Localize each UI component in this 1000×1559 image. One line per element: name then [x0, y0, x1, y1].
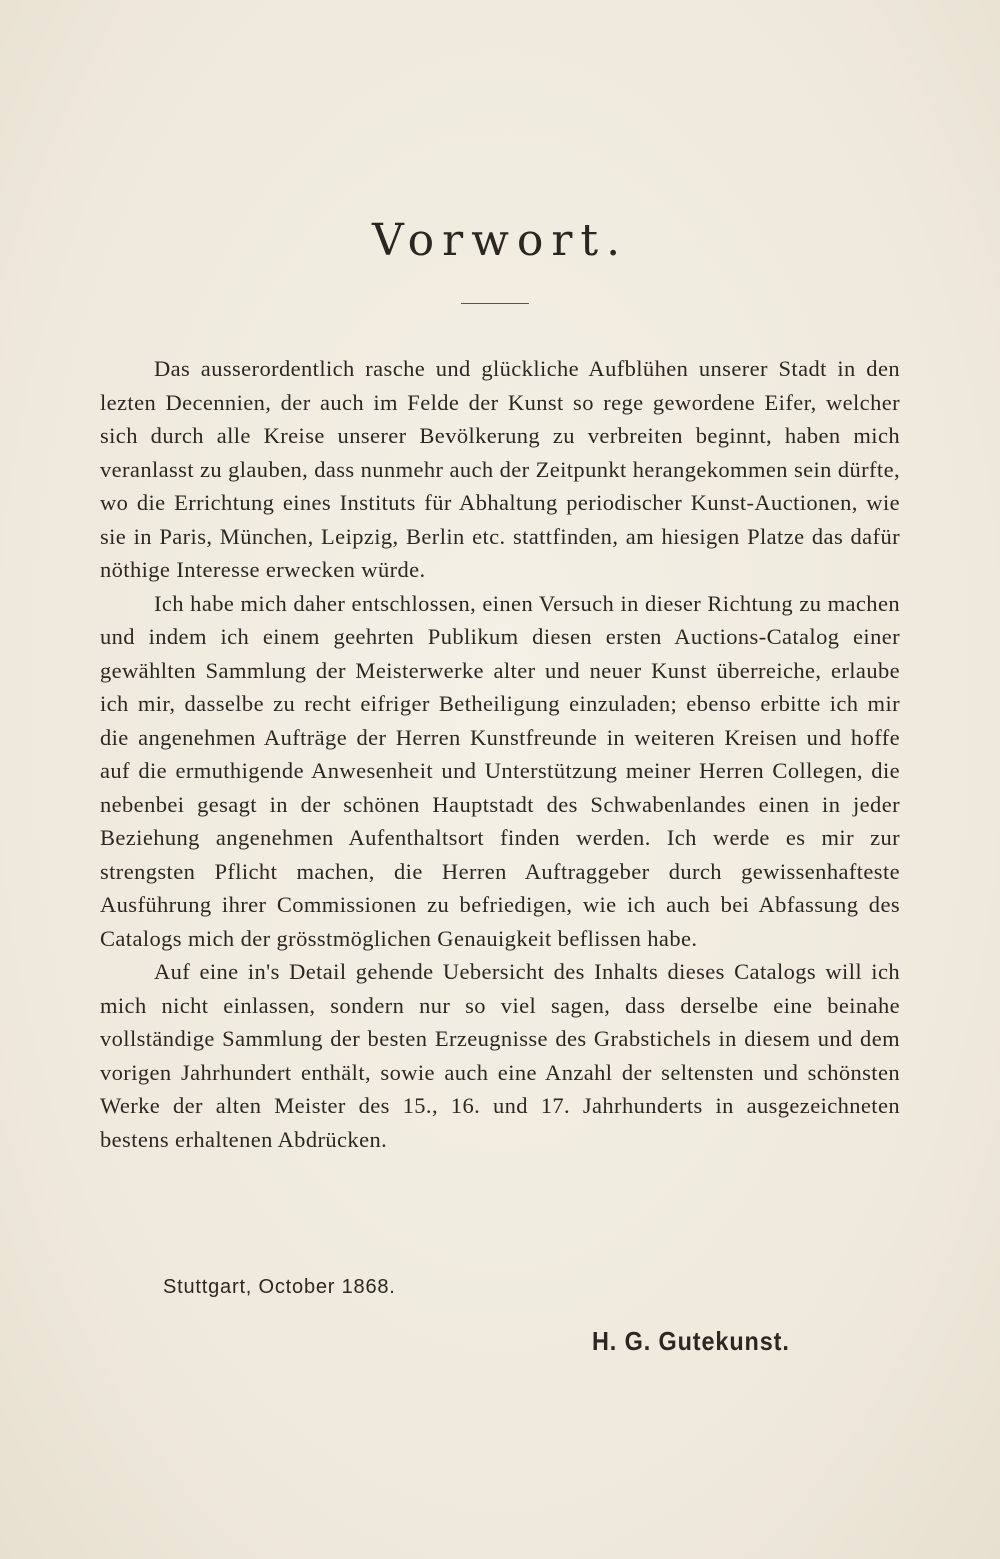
- paragraph-3: Auf eine in's Detail gehende Uebersicht des Inhalts dieses Catalogs will ich mich nicht einlassen, sondern nur so viel sagen, dass derselbe eine beinahe vollständige Sammlung der besten Erzeugnisse des Grabstichels in diesem und dem vorigen Jahrhundert enthält, sowie auch eine Anzahl der seltensten und schönsten Werke der alten Meister des 15., 16. und 17. Jahrhunderts in ausgezeichneten bestens erhaltenen Abdrücken.: [100, 959, 900, 1152]
- signature: H. G. Gutekunst.: [592, 1326, 790, 1356]
- preface-body: [100, 352, 900, 1156]
- paragraph-2: Ich habe mich daher entschlossen, einen Versuch in dieser Richtung zu machen und indem ich einem geehrten Publikum diesen ersten Auctions-Catalog einer gewählten Sammlung der Meisterwerke alter und neuer Kunst überreiche, erlaube ich mir, dasselbe zu recht eifriger Betheiligung einzuladen; ebenso erbitte ich mir die angenehmen Aufträge der Herren Kunstfreunde in weiteren Kreisen und hoffe auf die ermuthigende Anwesenheit und Unterstützung meiner Herren Collegen, die nebenbei gesagt in der schönen Hauptstadt des Schwabenlandes einen in jeder Beziehung angenehmen Aufenthaltsort finden werden. Ich werde es mir zur strengsten Pflicht machen, die Herren Auftraggeber durch gewissenhafteste Ausführung ihrer Commissionen zu befriedigen, wie ich auch bei Abfassung des Catalogs mich der grösstmöglichen Genauigkeit beflissen habe.: [100, 590, 900, 951]
- page-title: Vorwort.: [371, 215, 629, 266]
- paragraph-1: Das ausserordentlich rasche und glückliche Aufblühen unserer Stadt in den lezten Decennien, der auch im Felde der Kunst so rege gewordene Eifer, welcher sich durch alle Kreise unserer Bevölkerung zu verbreiten beginnt, haben mich veranlasst zu glauben, dass nunmehr auch der Zeitpunkt herangekommen sein dürfte, wo die Errichtung eines Instituts für Abhaltung periodischer Kunst-Auctionen, wie sie in Paris, München, Leipzig, Berlin etc. stattfinden, am hiesigen Platze das dafür nöthige Interesse erwecken würde.: [100, 356, 900, 582]
- title-divider: [461, 303, 529, 304]
- dateline: Stuttgart, October 1868.: [163, 1276, 396, 1298]
